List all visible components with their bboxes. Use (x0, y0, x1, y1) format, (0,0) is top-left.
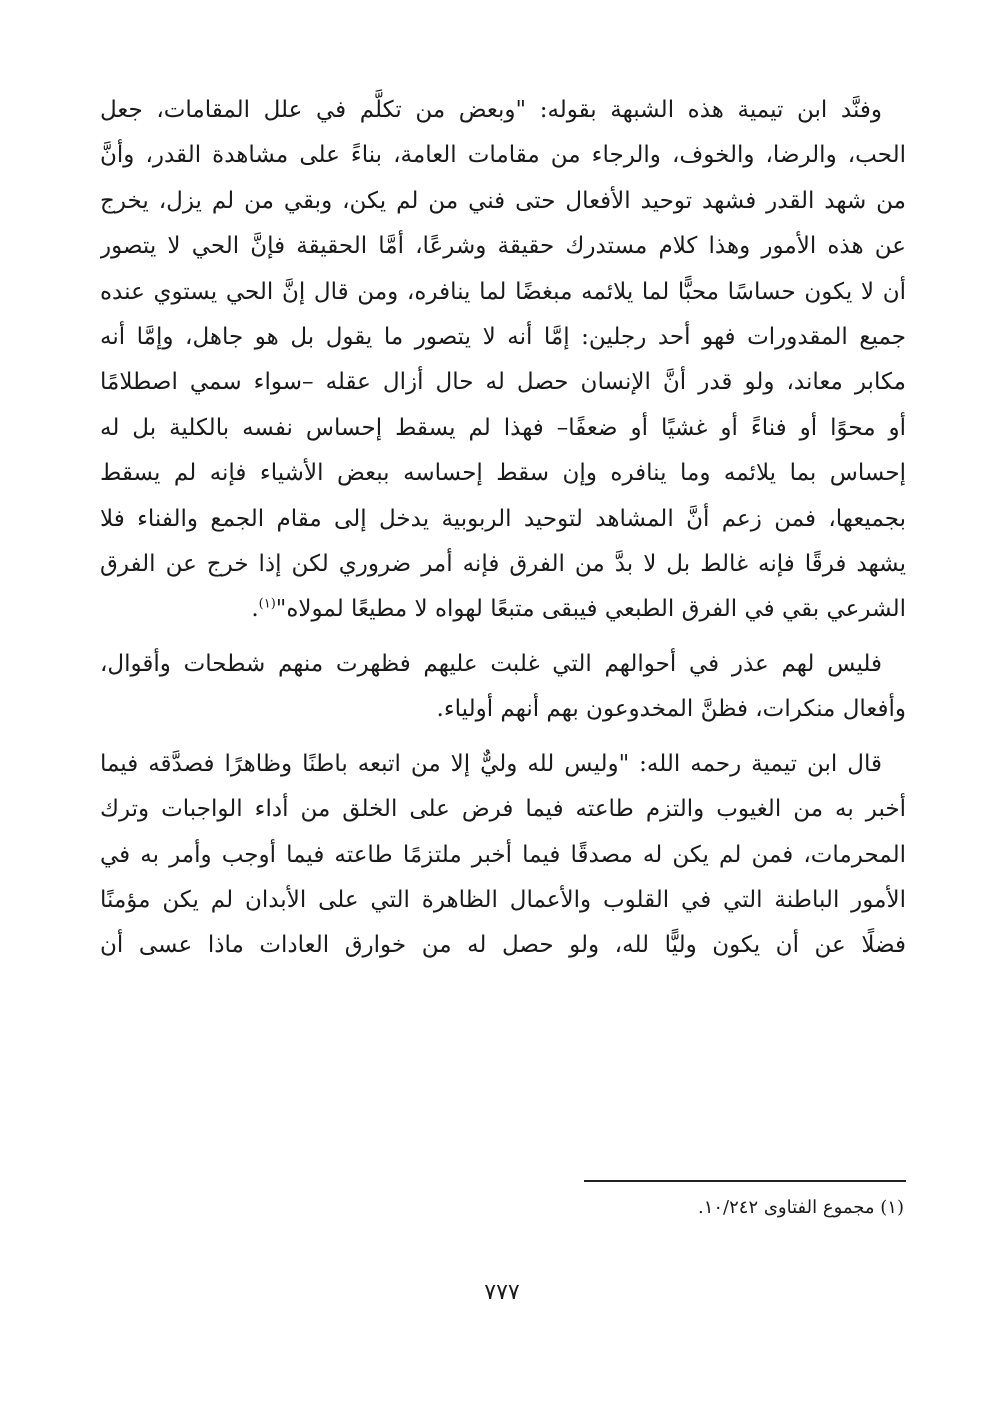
paragraph-no-excuse (100, 642, 906, 733)
footnote-divider (584, 1180, 906, 1182)
text-line-last: وأفعال منكرات، فظنَّ المخدوعون بهم أنهم أولياء. (436, 696, 906, 723)
text-line: أخبر به من الغيوب والتزم طاعته فيما فرض على الخلق من أداء الواجبات وترك (100, 796, 906, 823)
text-line-last (100, 587, 906, 632)
text-line: من شهد القدر فشهد توحيد الأفعال حتى فني من لم يكن، وبقي من لم يزل، يخرج (100, 187, 906, 214)
text-line: الحب، والرضا، والخوف، والرجاء من مقامات العامة، بناءً على مشاهدة القدر، وأنَّ (100, 142, 906, 169)
text-line: جميع المقدورات فهو أحد رجلين: إمَّا أنه لا يتصور ما يقول بل هو جاهل، وإمَّا أنه (100, 324, 906, 351)
text-line-content: الشرعي بقي في الفرق الطبعي فيبقى متبعًا لهواه لا مطيعًا لمولاه" (275, 596, 906, 623)
text-line: يشهد فرقًا فإنه غالط بل لا بدَّ من الفرق فإنه أمر ضروري لكن إذا خرج عن الفرق (100, 551, 906, 578)
text-line: فضلًا عن أن يكون وليًّا لله، ولو حصل له من خوارق العادات ماذا عسى أن (100, 932, 906, 959)
text-line: المحرمات، فمن لم يكن له مصدقًا فيما أخبر ملتزمًا طاعته فيما أوجب وأمر به في (100, 841, 906, 868)
paragraph-wali-definition (100, 742, 906, 969)
text-line: بجميعها، فمن زعم أنَّ المشاهد لتوحيد الربوبية يدخل إلى مقام الجمع والفناء فلا (100, 505, 906, 532)
text-line: أن لا يكون حساسًا محبًّا لما يلائمه مبغضًا لما ينافره، ومن قال إنَّ الحي يستوي عنده (100, 278, 906, 305)
body-text (100, 88, 906, 969)
text-line: إحساس بما يلائمه وما ينافره وإن سقط إحساسه ببعض الأشياء فإنه لم يسقط (100, 460, 906, 487)
text-line: مكابر معاند، ولو قدر أنَّ الإنسان حصل له حال أزال عقله –سواء سمي اصطلامًا (100, 369, 906, 396)
text-line: قال ابن تيمية رحمه الله: "وليس لله وليٌّ إلا من اتبعه باطنًا وظاهرًا فصدَّقه فيما (100, 750, 882, 777)
text-line: أو محوًا أو فناءً أو غشيًا أو ضعفًا– فهذا لم يسقط إحساس نفسه بالكلية بل له (100, 414, 906, 441)
end-mark: . (251, 596, 259, 623)
page-number: ٧٧٧ (484, 1280, 520, 1305)
text-line: الأمور الباطنة التي في القلوب والأعمال الظاهرة التي على الأبدان لم يكن مؤمنًا (100, 886, 906, 913)
text-line: وفنَّد ابن تيمية هذه الشبهة بقوله: "وبعض من تكلَّم في علل المقامات، جعل (100, 97, 882, 123)
paragraph-ibn-taymiyyah-refutation (100, 88, 906, 633)
text-line: فليس لهم عذر في أحوالهم التي غلبت عليهم فظهرت منهم شطحات وأقوال، (100, 650, 882, 677)
footnote: (١) مجموع الفتاوى ١٠/٢٤٢. (697, 1197, 904, 1218)
text-line: عن هذه الأمور وهذا كلام مستدرك حقيقة وشرعًا، أمَّا الحقيقة فإنَّ الحي لا يتصور (100, 233, 906, 260)
footnote-reference[interactable]: (١) (258, 596, 276, 612)
